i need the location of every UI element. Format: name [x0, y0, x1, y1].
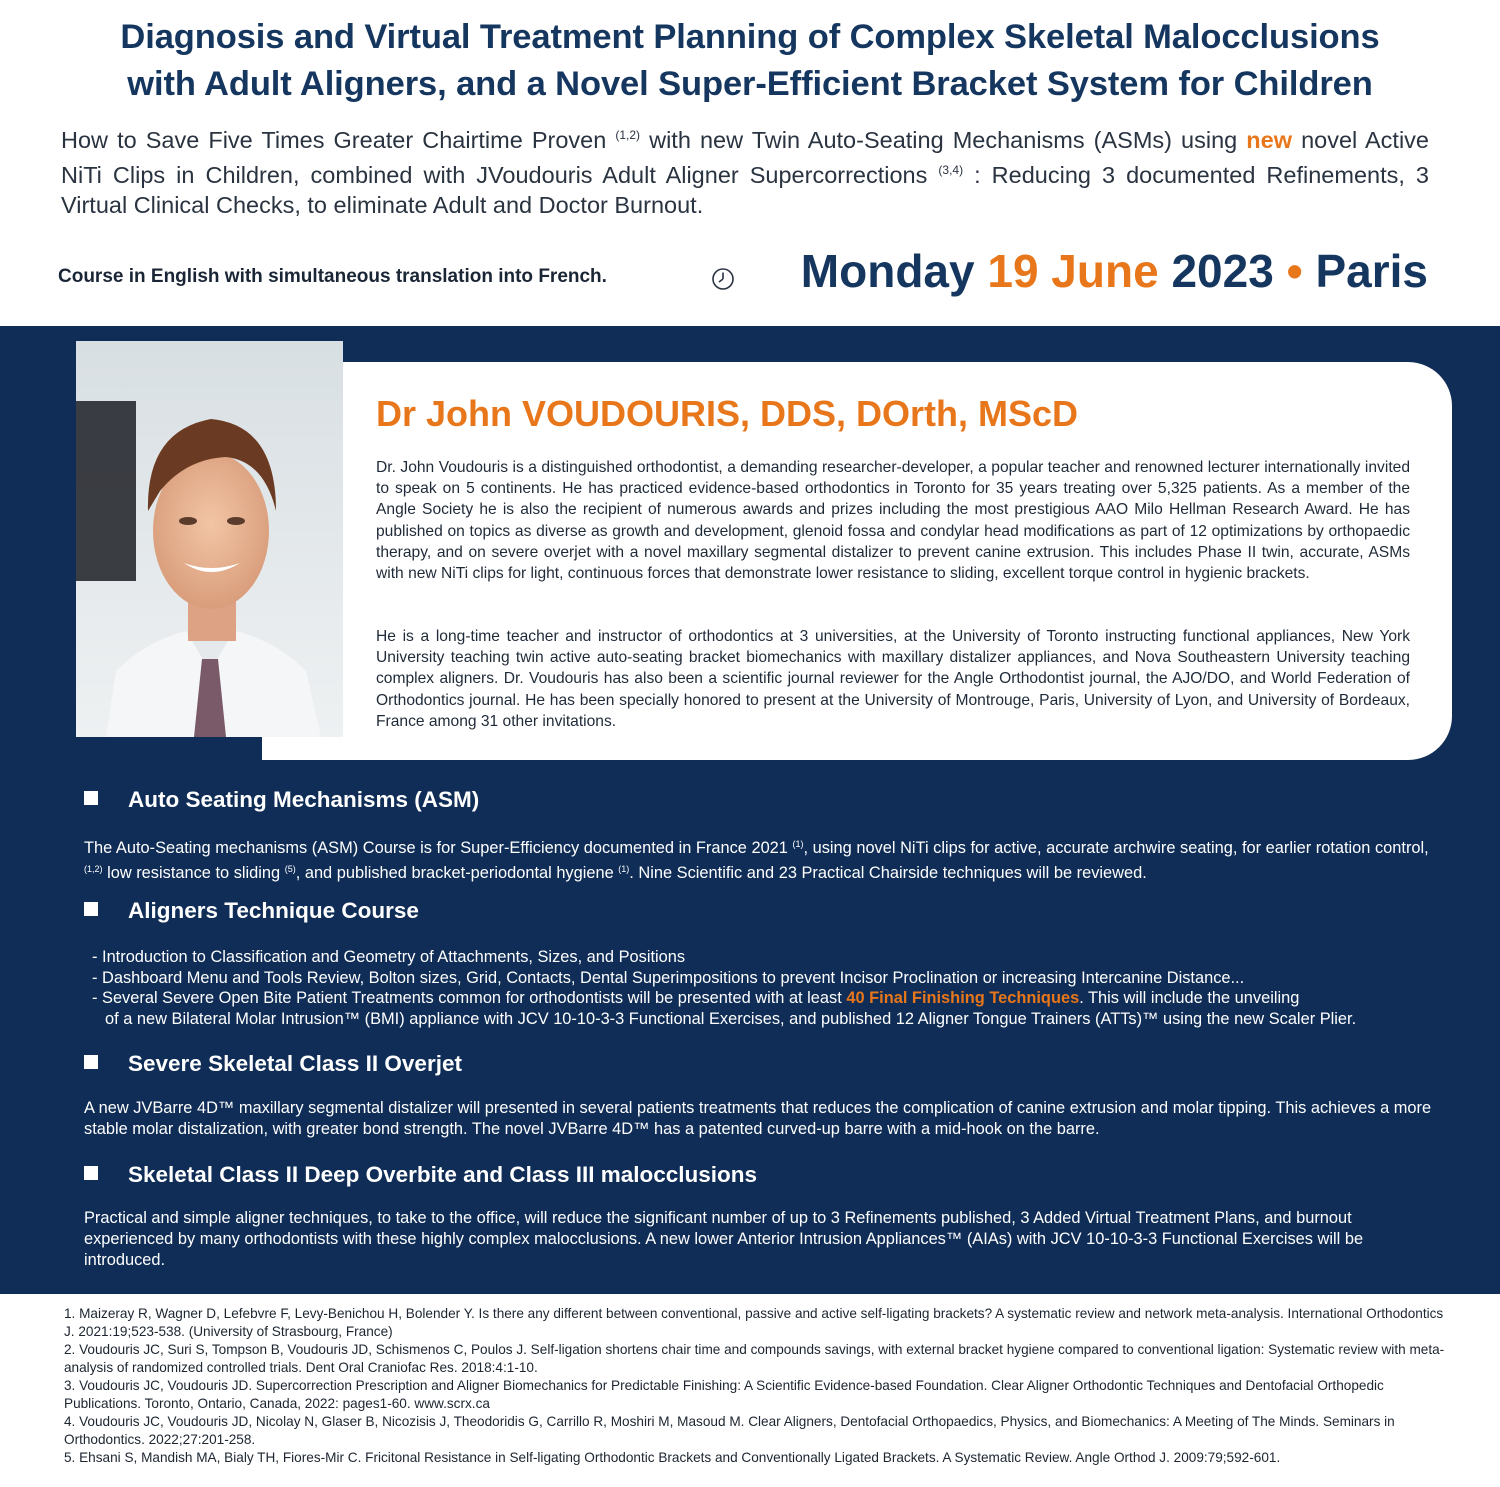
section-heading-asm: Auto Seating Mechanisms (ASM) — [84, 787, 479, 813]
event-date: Monday 19 June 2023 • Paris — [800, 245, 1428, 297]
reference-item: 5. Ehsani S, Mandish MA, Bialy TH, Fiores-Mir C. Fricitonal Resistance in Self-ligating Orthodontic Brackets and Conventionally Ligated Brackets. A Systematic Review. Angle Orthod J. 2009:79;592-601. — [64, 1450, 1281, 1465]
section-heading-overjet: Severe Skeletal Class II Overjet — [84, 1051, 462, 1077]
speaker-bio-paragraph-1: Dr. John Voudouris is a distinguished orthodontist, a demanding researcher-developer, a popular teacher and renowned lecturer internationally invited to speak on 5 continents. He has practiced evidence-based orthodontics in Toronto for 35 years treating over 5,325 patients. As a member of the Angle Society he is also the recipient of numerous awards and prizes including the most prestigious AAO Milo Hellman Research Award. He has published on topics as diverse as growth and development, glenoid fossa and condylar head modifications as part of 12 optimizations by orthopaedic therapy, and on severe overjet with a novel maxillary segmental distalizer to prevent canine extrusion. This includes Phase II twin, accurate, ASMs with new NiTi clips for light, continuous forces that demonstrate lower resistance to sliding, excellent torque control in hygienic brackets. — [376, 459, 1410, 583]
speaker-name: Dr John VOUDOURIS, DDS, DOrth, MScD — [376, 393, 1079, 434]
reference-item: 2. Voudouris JC, Suri S, Tompson B, Voudouris JD, Schismenos C, Poulos J. Self-ligation shortens chair time and compounds savings, with external bracket hygiene compared to conventional ligation: Systematic review with meta-analysis of randomized controlled trials. Dent Oral Craniofac Res. 2018:4:1-10. — [64, 1342, 1445, 1375]
title-line-1: Diagnosis and Virtual Treatment Planning of Complex Skeletal Malocclusions — [120, 18, 1380, 56]
list-item: - Introduction to Classification and Geometry of Attachments, Sizes, and Positions — [92, 948, 686, 966]
clock-icon — [711, 267, 735, 291]
section-heading-aligners: Aligners Technique Course — [84, 898, 419, 924]
course-language-note: Course in English with simultaneous translation into French. — [58, 266, 607, 287]
aligners-bullet-list — [92, 947, 1432, 1030]
highlight-techniques: 40 Final Finishing Techniques — [846, 989, 1080, 1008]
square-bullet-icon — [84, 902, 98, 916]
references — [64, 1305, 1452, 1467]
title-line-2: with Adult Aligners, and a Novel Super-Efficient Bracket System for Children — [127, 65, 1373, 103]
subtitle: How to Save Five Times Greater Chairtime Proven $^{(1,2)}$ with new Twin Auto-Seating Mechanisms (ASMs) using new novel Active NiTi Clips in Children, combined with JVoudouris Adult Aligner Supercorrections $^{(3,4)}$ : Reducing 3 documented Refinements, 3 Virtual Clinical Checks, to eliminate Adult and Doctor Burnout. — [61, 127, 1430, 218]
square-bullet-icon — [84, 791, 98, 805]
new-highlight: new — [1246, 127, 1293, 153]
section-heading-deep-overbite: Skeletal Class II Deep Overbite and Class III malocclusions — [84, 1162, 757, 1188]
square-bullet-icon — [84, 1166, 98, 1180]
speaker-bio-paragraph-2: He is a long-time teacher and instructor of orthodontics at 3 universities, at the University of Toronto instructing functional appliances, New York University teaching twin active auto-seating bracket biomechanics with maxillary distalizer appliances, and Nova Southeastern University teaching complex aligners. Dr. Voudouris has also been a scientific journal reviewer for the Angle Orthodontist journal, the AJO/DO, and World Federation of Orthodontics journal. He has been specially honored to present at the University of Montrouge, Paris, University of Lyon, and University of Bordeaux, France among 31 other invitations. — [376, 628, 1410, 730]
section-text-asm: The Auto-Seating mechanisms (ASM) Course is for Super-Efficiency documented in France 2021 $^{(1)}$, using novel NiTi clips for active, accurate archwire seating, for earlier rotation control, $^{(1,2)}$ low resistance to sliding $^{(5)}$, and published bracket-periodontal hygiene $^{(1)}$. Nine Scientific and 23 Practical Chairside techniques will be reviewed. — [84, 839, 1429, 882]
list-item-continued: of a new Bilateral Molar Intrusion™ (BMI) appliance with JCV 10-10-3-3 Functional Exercises, and published 12 Aligner Tongue Trainers (ATTs)™ using the new Scaler Plier. — [105, 1010, 1357, 1029]
square-bullet-icon — [84, 1055, 98, 1069]
section-text-deep-overbite: Practical and simple aligner techniques, to take to the office, will reduce the significant number of up to 3 Refinements published, 3 Added Virtual Treatment Plans, and burnout experienced by many orthodontists with these highly complex malocclusions. A new lower Anterior Intrusion Appliances™ (AIAs) with JCV 10-10-3-3 Functional Exercises will be introduced. — [84, 1209, 1364, 1269]
page-title — [0, 14, 1500, 108]
list-item: - Dashboard Menu and Tools Review, Bolton sizes, Grid, Contacts, Dental Superimpositions to prevent Incisor Proclination or increasing Intercanine Distance... — [92, 968, 1245, 987]
reference-item: 4. Voudouris JC, Voudouris JD, Nicolay N, Glaser B, Nicozisis J, Theodoridis G, Carrillo R, Moshiri M, Masoud M. Clear Aligners, Dentofacial Orthopaedics, Physics, and Biomechanics: A Meeting of The Minds. Seminars in Orthodontics. 2022;27:201-258. — [64, 1414, 1395, 1447]
reference-item: 3. Voudouris JC, Voudouris JD. Supercorrection Prescription and Aligner Biomechanics for Predictable Finishing: A Scientific Evidence-based Foundation. Clear Aligner Orthodontic Techniques and Dentofacial Orthopedic Publications. Toronto, Ontario, Canada, 2022: pages1-60. www.scrx.ca — [64, 1378, 1384, 1411]
speaker-photo — [76, 341, 343, 737]
list-item: - Several Severe Open Bite Patient Treatments common for orthodontists will be presented with at least 40 Final Finishing Techniques. This will include the unveiling — [92, 989, 1300, 1008]
reference-item: 1. Maizeray R, Wagner D, Lefebvre F, Levy-Benichou H, Bolender Y. Is there any different between conventional, passive and active self-ligating brackets? A systematic review and network meta-analysis. International Orthodontics J. 2021:19;523-538. (University of Strasbourg, France) — [64, 1306, 1444, 1339]
section-text-overjet: A new JVBarre 4D™ maxillary segmental distalizer will presented in several patients treatments that reduces the complication of canine extrusion and molar tipping. This achieves a more stable molar distalization, with greater bond strength. The novel JVBarre 4D™ has a patented curved-up barre with a mid-hook on the barre. — [84, 1099, 1432, 1138]
